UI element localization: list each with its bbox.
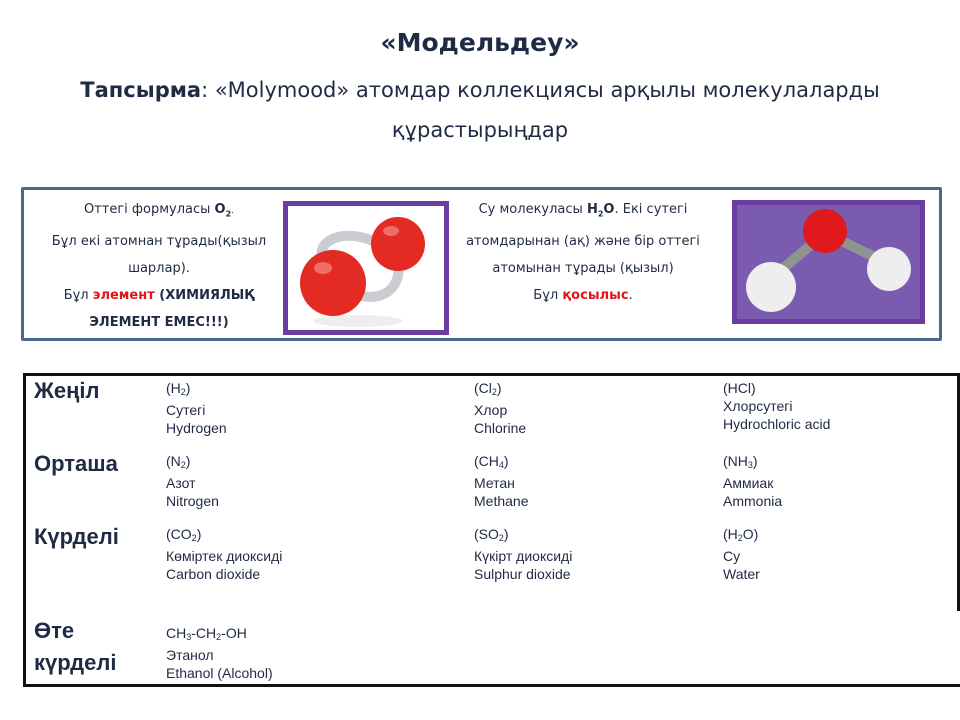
formula: $(H_2O)$ [723, 526, 759, 543]
molecule-cell [474, 525, 572, 583]
category-label: Жеңіл [34, 378, 100, 403]
name-english: Ammonia [723, 493, 783, 509]
molecule-cell [166, 452, 219, 510]
molecule-cell [474, 379, 526, 437]
name-english: Sulphur dioxide [474, 566, 571, 582]
molecule-table [23, 373, 960, 687]
category-label: Күрделі [34, 524, 119, 549]
name-kazakh: Азот [166, 475, 196, 491]
task-text [40, 70, 920, 150]
formula: $(CO_2)$ [166, 526, 202, 543]
water-formula: $H_2O$ [586, 202, 615, 219]
name-english: Carbon dioxide [166, 566, 261, 582]
molecule-cell [166, 624, 273, 682]
name-kazakh: Аммиак [723, 475, 774, 491]
molecule-cell [723, 452, 782, 510]
name-english: Methane [474, 493, 529, 509]
name-kazakh: Көміртек диоксиді [166, 548, 283, 564]
name-kazakh: Су [723, 548, 741, 564]
name-kazakh: Метан [474, 475, 515, 491]
formula: $CH_3-CH_2-OH$ [166, 625, 247, 642]
dot: . [628, 287, 633, 303]
dot: . [231, 206, 235, 216]
molecule-cell [723, 525, 760, 583]
task-label: Тапсырма [80, 78, 202, 102]
oxygen-molecule-image [283, 201, 449, 335]
name-kazakh: Этанол [166, 647, 214, 663]
formula: $(Cl_2)$ [474, 380, 502, 397]
info-box [21, 187, 942, 341]
molecule-cell [166, 379, 227, 437]
molecule-cell [723, 379, 830, 433]
name-kazakh: Хлорсутегі [723, 398, 793, 414]
oxygen-formula: $O_2$ [214, 202, 232, 219]
name-english: Hydrogen [166, 420, 227, 436]
water-line2: Бұл [533, 287, 563, 303]
molecule-cell [474, 452, 528, 510]
formula: $(H_2)$ [166, 380, 191, 397]
formula: $(NH_3)$ [723, 453, 758, 470]
name-english: Hydrochloric acid [723, 416, 831, 432]
name-kazakh: Хлор [474, 402, 508, 418]
oxygen-line1: Оттегі формуласы [83, 202, 215, 217]
name-english: Water [723, 566, 760, 582]
name-english: Nitrogen [166, 493, 219, 509]
molecule-cell [166, 525, 282, 583]
category-label: Өте күрделі [34, 618, 117, 675]
oxygen-description [44, 196, 274, 336]
task-body: : «Molymood» атомдар коллекциясы арқылы молекулаларды құрастырыңдар [201, 78, 880, 142]
name-english: Chlorine [474, 420, 527, 436]
oxygen-line3: Бұл [63, 287, 93, 303]
compound-highlight: қосылыс [562, 287, 629, 303]
slide-title: «Модельдеу» [380, 28, 580, 57]
formula: $(SO_2)$ [474, 526, 509, 543]
formula: $(CH_4)$ [474, 453, 509, 470]
water-line1: Су молекуласы [478, 202, 587, 217]
formula: $(N_2)$ [166, 453, 191, 470]
element-highlight: элемент [92, 287, 155, 303]
name-kazakh: Күкірт диоксиді [474, 548, 573, 564]
water-description [457, 196, 709, 309]
name-english: Ethanol (Alcohol) [166, 665, 273, 681]
not-chemical-element-note: (ХИМИЯЛЫҚ ЭЛЕМЕНТ ЕМЕС!!!) [89, 287, 255, 330]
category-label: Орташа [34, 451, 118, 476]
formula: (HCl) [723, 380, 756, 396]
water-line1-rest: . Екі сутегі атомдарынан (ақ) және бір оттегі атомынан тұрады (қызыл) [466, 202, 700, 276]
water-molecule-image [732, 200, 925, 324]
oxygen-line2: Бұл екі атомнан тұрады(қызыл шарлар). [51, 233, 267, 276]
name-kazakh: Сутегі [166, 402, 206, 418]
